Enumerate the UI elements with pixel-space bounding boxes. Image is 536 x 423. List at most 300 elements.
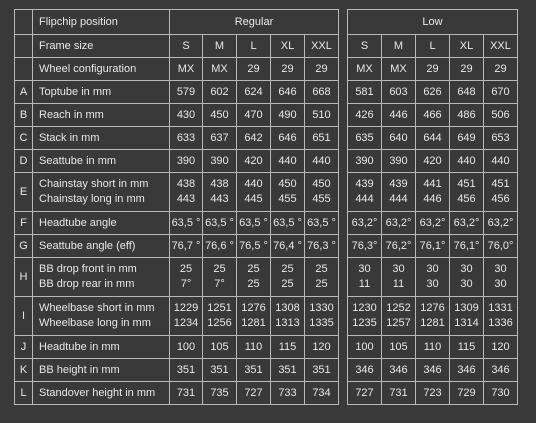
value-cell-low bbox=[416, 235, 450, 258]
value-cell-low bbox=[382, 336, 416, 359]
value-line: 731 bbox=[176, 386, 196, 399]
value-line: 25 bbox=[281, 263, 294, 275]
corner-cell bbox=[15, 10, 33, 35]
measurement-row bbox=[15, 81, 518, 104]
value-line: 76,7 ° bbox=[171, 239, 201, 252]
corner-cell bbox=[15, 58, 33, 81]
value-line: 490 bbox=[278, 108, 297, 121]
value-line: 438 bbox=[176, 178, 196, 190]
value-line: 649 bbox=[457, 131, 476, 144]
value-line: 63,2° bbox=[385, 216, 412, 229]
frame-size-label: Frame size bbox=[33, 35, 170, 58]
value-line: 105 bbox=[210, 340, 229, 353]
value-line: 63,5 ° bbox=[307, 216, 336, 229]
measurement-row bbox=[15, 104, 518, 127]
group-gap bbox=[339, 150, 348, 173]
value-line: 635 bbox=[355, 131, 374, 144]
value-cell-regular bbox=[237, 212, 271, 235]
value-cell-regular bbox=[203, 336, 237, 359]
measurement-row bbox=[15, 235, 518, 258]
value-line: 30 bbox=[392, 263, 405, 275]
value-line: 346 bbox=[491, 363, 510, 376]
row-letter: E bbox=[15, 173, 33, 212]
row-label bbox=[33, 359, 170, 382]
value-cell-regular bbox=[203, 359, 237, 382]
value-cell-low bbox=[348, 212, 382, 235]
value-cell-regular bbox=[271, 150, 305, 173]
value-line: 351 bbox=[278, 363, 297, 376]
value-cell-low bbox=[450, 150, 484, 173]
measurement-row bbox=[15, 173, 518, 212]
value-line: 439 bbox=[389, 178, 408, 190]
value-cell-low bbox=[484, 297, 518, 336]
corner-cell bbox=[15, 35, 33, 58]
value-cell-low bbox=[484, 127, 518, 150]
value-cell-low bbox=[382, 150, 416, 173]
value-cell-low bbox=[450, 359, 484, 382]
group-regular-header: Regular bbox=[170, 10, 339, 35]
value-cell-low bbox=[416, 150, 450, 173]
value-cell-regular bbox=[305, 104, 339, 127]
value-line: 76,1° bbox=[453, 239, 480, 252]
row-label-line: BB drop front in mm bbox=[39, 263, 137, 275]
row-letter: F bbox=[15, 212, 33, 235]
value-cell-low bbox=[348, 81, 382, 104]
value-line: 76,6 ° bbox=[205, 239, 234, 252]
value-line: 602 bbox=[210, 85, 229, 98]
value-line: 1276 bbox=[241, 302, 266, 314]
value-line: 727 bbox=[355, 386, 374, 399]
value-line: 644 bbox=[423, 131, 442, 144]
value-line: 30 bbox=[460, 263, 473, 275]
value-line: 466 bbox=[423, 108, 442, 121]
value-cell-regular bbox=[237, 150, 271, 173]
value-line: 390 bbox=[176, 154, 196, 167]
row-label-line: Reach in mm bbox=[39, 108, 104, 121]
value-line: 444 bbox=[389, 193, 408, 205]
value-line: 438 bbox=[210, 178, 229, 190]
row-letter: I bbox=[15, 297, 33, 336]
value-cell-regular bbox=[271, 81, 305, 104]
value-cell-regular bbox=[237, 235, 271, 258]
value-line: 30 bbox=[426, 263, 439, 275]
value-line: 1309 bbox=[454, 302, 479, 314]
value-line: 1276 bbox=[420, 302, 445, 314]
value-cell-regular bbox=[305, 235, 339, 258]
value-cell-regular bbox=[305, 258, 339, 297]
value-cell-regular bbox=[305, 127, 339, 150]
value-cell-low bbox=[348, 150, 382, 173]
flipchip-row bbox=[15, 10, 518, 35]
row-letter: G bbox=[15, 235, 33, 258]
row-label-line: Headtube in mm bbox=[39, 340, 120, 353]
value-cell-regular bbox=[170, 104, 203, 127]
value-cell-low bbox=[450, 127, 484, 150]
value-line: 456 bbox=[457, 193, 476, 205]
value-line: 733 bbox=[278, 386, 297, 399]
value-line: 624 bbox=[244, 85, 263, 98]
value-line: 63,2° bbox=[351, 216, 378, 229]
value-line: 470 bbox=[244, 108, 263, 121]
wheel-config-label: Wheel configuration bbox=[33, 58, 170, 81]
value-line: 1234 bbox=[173, 317, 199, 329]
size-cell-regular: XXL bbox=[305, 35, 339, 58]
size-cell-regular: L bbox=[237, 35, 271, 58]
row-label bbox=[33, 336, 170, 359]
value-line: 30 bbox=[358, 263, 371, 275]
value-line: 440 bbox=[312, 154, 331, 167]
value-line: 456 bbox=[491, 193, 510, 205]
measurement-row bbox=[15, 212, 518, 235]
value-cell-low bbox=[382, 235, 416, 258]
row-letter: K bbox=[15, 359, 33, 382]
value-line: 1308 bbox=[275, 302, 300, 314]
value-cell-regular bbox=[271, 127, 305, 150]
row-letter: A bbox=[15, 81, 33, 104]
value-cell-low bbox=[382, 173, 416, 212]
value-cell-regular bbox=[271, 359, 305, 382]
value-line: 653 bbox=[491, 131, 510, 144]
value-line: 420 bbox=[423, 154, 442, 167]
value-line: 7° bbox=[180, 278, 192, 290]
value-cell-low bbox=[484, 235, 518, 258]
value-cell-low bbox=[416, 297, 450, 336]
value-line: 455 bbox=[278, 193, 297, 205]
value-cell-low bbox=[450, 382, 484, 405]
value-line: 63,5 ° bbox=[205, 216, 234, 229]
value-line: 63,2° bbox=[419, 216, 446, 229]
measurement-row bbox=[15, 150, 518, 173]
wheel-cell-regular: 29 bbox=[237, 58, 271, 81]
group-gap bbox=[339, 212, 348, 235]
geometry-table-body bbox=[15, 10, 518, 405]
value-line: 443 bbox=[176, 193, 196, 205]
value-line: 440 bbox=[244, 178, 263, 190]
group-gap bbox=[339, 104, 348, 127]
value-line: 7° bbox=[214, 278, 225, 290]
row-label-line: Wheelbase short in mm bbox=[39, 302, 155, 314]
value-cell-regular bbox=[271, 173, 305, 212]
value-cell-regular bbox=[203, 235, 237, 258]
value-cell-low bbox=[382, 297, 416, 336]
value-cell-regular bbox=[170, 359, 203, 382]
size-cell-low: M bbox=[382, 35, 416, 58]
row-letter: C bbox=[15, 127, 33, 150]
value-cell-low bbox=[348, 235, 382, 258]
row-label-line: Seattube angle (eff) bbox=[39, 239, 136, 252]
row-label-line: Headtube angle bbox=[39, 216, 117, 229]
size-cell-low: XL bbox=[450, 35, 484, 58]
value-line: 1313 bbox=[275, 317, 300, 329]
value-line: 430 bbox=[176, 108, 196, 121]
value-cell-low bbox=[348, 104, 382, 127]
value-cell-low bbox=[484, 81, 518, 104]
value-cell-regular bbox=[203, 258, 237, 297]
value-line: 25 bbox=[315, 278, 328, 290]
value-line: 76,2° bbox=[385, 239, 412, 252]
value-line: 1257 bbox=[386, 317, 411, 329]
value-cell-regular bbox=[170, 235, 203, 258]
value-line: 646 bbox=[278, 85, 297, 98]
value-cell-regular bbox=[203, 150, 237, 173]
value-line: 727 bbox=[244, 386, 263, 399]
row-label-line: BB drop rear in mm bbox=[39, 278, 135, 290]
value-line: 115 bbox=[278, 340, 297, 353]
group-gap bbox=[339, 10, 348, 35]
measurement-row bbox=[15, 297, 518, 336]
row-label bbox=[33, 150, 170, 173]
value-line: 1336 bbox=[488, 317, 513, 329]
value-line: 390 bbox=[210, 154, 229, 167]
row-label-line: Chainstay short in mm bbox=[39, 178, 149, 190]
value-cell-low bbox=[348, 127, 382, 150]
value-cell-regular bbox=[271, 104, 305, 127]
value-line: 120 bbox=[312, 340, 331, 353]
value-line: 1314 bbox=[454, 317, 479, 329]
value-cell-regular bbox=[170, 297, 203, 336]
value-cell-low bbox=[348, 336, 382, 359]
value-cell-low bbox=[416, 336, 450, 359]
row-letter: H bbox=[15, 258, 33, 297]
row-label-line: Stack in mm bbox=[39, 131, 100, 144]
size-cell-low: S bbox=[348, 35, 382, 58]
value-line: 76,3 ° bbox=[307, 239, 336, 252]
value-line: 451 bbox=[491, 178, 510, 190]
value-cell-low bbox=[450, 173, 484, 212]
value-line: 486 bbox=[457, 108, 476, 121]
wheel-cell-regular: 29 bbox=[271, 58, 305, 81]
value-cell-regular bbox=[203, 297, 237, 336]
value-line: 76,4 ° bbox=[273, 239, 302, 252]
row-label bbox=[33, 382, 170, 405]
value-cell-regular bbox=[271, 382, 305, 405]
value-line: 451 bbox=[457, 178, 476, 190]
value-line: 1252 bbox=[386, 302, 411, 314]
value-line: 439 bbox=[355, 178, 374, 190]
value-cell-low bbox=[450, 258, 484, 297]
value-cell-low bbox=[450, 81, 484, 104]
value-cell-regular bbox=[203, 104, 237, 127]
value-cell-regular bbox=[237, 382, 271, 405]
value-line: 100 bbox=[355, 340, 374, 353]
value-cell-regular bbox=[170, 173, 203, 212]
size-cell-regular: M bbox=[203, 35, 237, 58]
size-cell-low: XXL bbox=[484, 35, 518, 58]
value-line: 351 bbox=[244, 363, 263, 376]
value-cell-low bbox=[348, 173, 382, 212]
value-line: 603 bbox=[389, 85, 408, 98]
row-letter: D bbox=[15, 150, 33, 173]
value-line: 446 bbox=[389, 108, 408, 121]
value-line: 63,2° bbox=[487, 216, 514, 229]
group-gap bbox=[339, 258, 348, 297]
value-cell-low bbox=[416, 127, 450, 150]
value-cell-low bbox=[382, 81, 416, 104]
value-line: 440 bbox=[491, 154, 510, 167]
value-line: 351 bbox=[210, 363, 229, 376]
value-cell-regular bbox=[305, 382, 339, 405]
value-line: 346 bbox=[389, 363, 408, 376]
value-line: 390 bbox=[389, 154, 408, 167]
value-cell-low bbox=[450, 336, 484, 359]
value-line: 1330 bbox=[309, 302, 334, 314]
value-cell-low bbox=[382, 258, 416, 297]
value-cell-regular bbox=[237, 359, 271, 382]
value-cell-low bbox=[382, 104, 416, 127]
wheel-cell-low: 29 bbox=[450, 58, 484, 81]
row-label bbox=[33, 104, 170, 127]
frame-size-row bbox=[15, 35, 518, 58]
value-cell-regular bbox=[237, 258, 271, 297]
value-line: 76,5 ° bbox=[239, 239, 268, 252]
value-line: 626 bbox=[423, 85, 442, 98]
value-cell-regular bbox=[203, 173, 237, 212]
value-line: 506 bbox=[491, 108, 510, 121]
value-line: 446 bbox=[423, 193, 442, 205]
value-line: 115 bbox=[457, 340, 476, 353]
value-cell-regular bbox=[203, 81, 237, 104]
geometry-table bbox=[14, 9, 518, 405]
value-line: 25 bbox=[179, 263, 193, 275]
row-letter: L bbox=[15, 382, 33, 405]
value-line: 76,1° bbox=[419, 239, 446, 252]
value-cell-regular bbox=[237, 297, 271, 336]
measurement-row bbox=[15, 382, 518, 405]
value-line: 581 bbox=[355, 85, 374, 98]
value-cell-regular bbox=[271, 212, 305, 235]
row-label-line: Toptube in mm bbox=[39, 85, 112, 98]
value-line: 76,0° bbox=[487, 239, 514, 252]
value-cell-low bbox=[382, 359, 416, 382]
flipchip-label: Flipchip position bbox=[33, 10, 170, 35]
value-cell-low bbox=[382, 127, 416, 150]
value-cell-low bbox=[416, 212, 450, 235]
value-line: 11 bbox=[392, 278, 405, 290]
value-line: 1335 bbox=[309, 317, 334, 329]
value-cell-regular bbox=[271, 297, 305, 336]
value-cell-regular bbox=[305, 336, 339, 359]
value-line: 1256 bbox=[207, 317, 232, 329]
value-line: 648 bbox=[457, 85, 476, 98]
value-cell-low bbox=[450, 235, 484, 258]
group-gap bbox=[339, 382, 348, 405]
wheel-cell-low: 29 bbox=[484, 58, 518, 81]
value-line: 420 bbox=[244, 154, 263, 167]
value-line: 734 bbox=[312, 386, 331, 399]
value-line: 63,2° bbox=[453, 216, 480, 229]
value-cell-regular bbox=[237, 81, 271, 104]
value-line: 110 bbox=[423, 340, 442, 353]
value-cell-low bbox=[416, 81, 450, 104]
value-line: 668 bbox=[312, 85, 331, 98]
row-label-line: Seattube in mm bbox=[39, 154, 117, 167]
row-letter: J bbox=[15, 336, 33, 359]
value-line: 1235 bbox=[352, 317, 377, 329]
wheel-cell-regular: 29 bbox=[305, 58, 339, 81]
value-cell-low bbox=[416, 382, 450, 405]
value-cell-regular bbox=[170, 336, 203, 359]
value-line: 63,5 ° bbox=[171, 216, 201, 229]
value-cell-low bbox=[484, 382, 518, 405]
group-gap bbox=[339, 58, 348, 81]
value-cell-regular bbox=[170, 258, 203, 297]
value-line: 637 bbox=[210, 131, 229, 144]
value-cell-low bbox=[382, 382, 416, 405]
value-line: 443 bbox=[210, 193, 229, 205]
row-label bbox=[33, 235, 170, 258]
value-cell-regular bbox=[203, 212, 237, 235]
group-gap bbox=[339, 336, 348, 359]
value-line: 110 bbox=[244, 340, 263, 353]
group-low-header: Low bbox=[348, 10, 518, 35]
row-label bbox=[33, 212, 170, 235]
value-line: 670 bbox=[491, 85, 510, 98]
row-label bbox=[33, 297, 170, 336]
value-cell-low bbox=[484, 104, 518, 127]
value-line: 455 bbox=[312, 193, 331, 205]
group-gap bbox=[339, 359, 348, 382]
value-cell-low bbox=[348, 359, 382, 382]
value-line: 30 bbox=[494, 263, 507, 275]
value-line: 729 bbox=[457, 386, 476, 399]
value-line: 730 bbox=[491, 386, 510, 399]
value-line: 510 bbox=[312, 108, 331, 121]
value-line: 450 bbox=[210, 108, 229, 121]
value-cell-regular bbox=[170, 81, 203, 104]
value-cell-regular bbox=[237, 336, 271, 359]
row-letter: B bbox=[15, 104, 33, 127]
group-gap bbox=[339, 173, 348, 212]
row-label bbox=[33, 173, 170, 212]
value-line: 11 bbox=[358, 278, 371, 290]
row-label-line: Chainstay long in mm bbox=[39, 193, 145, 205]
group-gap bbox=[339, 81, 348, 104]
value-line: 25 bbox=[247, 278, 260, 290]
value-line: 346 bbox=[457, 363, 476, 376]
value-line: 30 bbox=[426, 278, 439, 290]
value-line: 1229 bbox=[173, 302, 199, 314]
value-line: 444 bbox=[355, 193, 374, 205]
value-line: 105 bbox=[389, 340, 408, 353]
measurement-row bbox=[15, 359, 518, 382]
row-label bbox=[33, 127, 170, 150]
value-cell-low bbox=[484, 359, 518, 382]
value-line: 440 bbox=[457, 154, 476, 167]
row-label-line: Standover height in mm bbox=[39, 386, 156, 399]
value-cell-regular bbox=[203, 127, 237, 150]
value-cell-regular bbox=[305, 173, 339, 212]
value-cell-regular bbox=[237, 127, 271, 150]
value-line: 346 bbox=[423, 363, 442, 376]
value-line: 63,5 ° bbox=[273, 216, 302, 229]
measurement-row bbox=[15, 258, 518, 297]
value-line: 579 bbox=[176, 85, 196, 98]
value-cell-regular bbox=[203, 382, 237, 405]
row-label-line: Wheelbase long in mm bbox=[39, 317, 151, 329]
value-cell-regular bbox=[170, 127, 203, 150]
measurement-row bbox=[15, 336, 518, 359]
value-line: 390 bbox=[355, 154, 374, 167]
value-cell-low bbox=[348, 258, 382, 297]
value-cell-low bbox=[450, 212, 484, 235]
value-line: 1331 bbox=[488, 302, 513, 314]
value-line: 633 bbox=[176, 131, 196, 144]
value-line: 30 bbox=[460, 278, 473, 290]
value-cell-regular bbox=[271, 258, 305, 297]
value-cell-regular bbox=[170, 382, 203, 405]
value-line: 450 bbox=[312, 178, 331, 190]
value-cell-low bbox=[450, 104, 484, 127]
